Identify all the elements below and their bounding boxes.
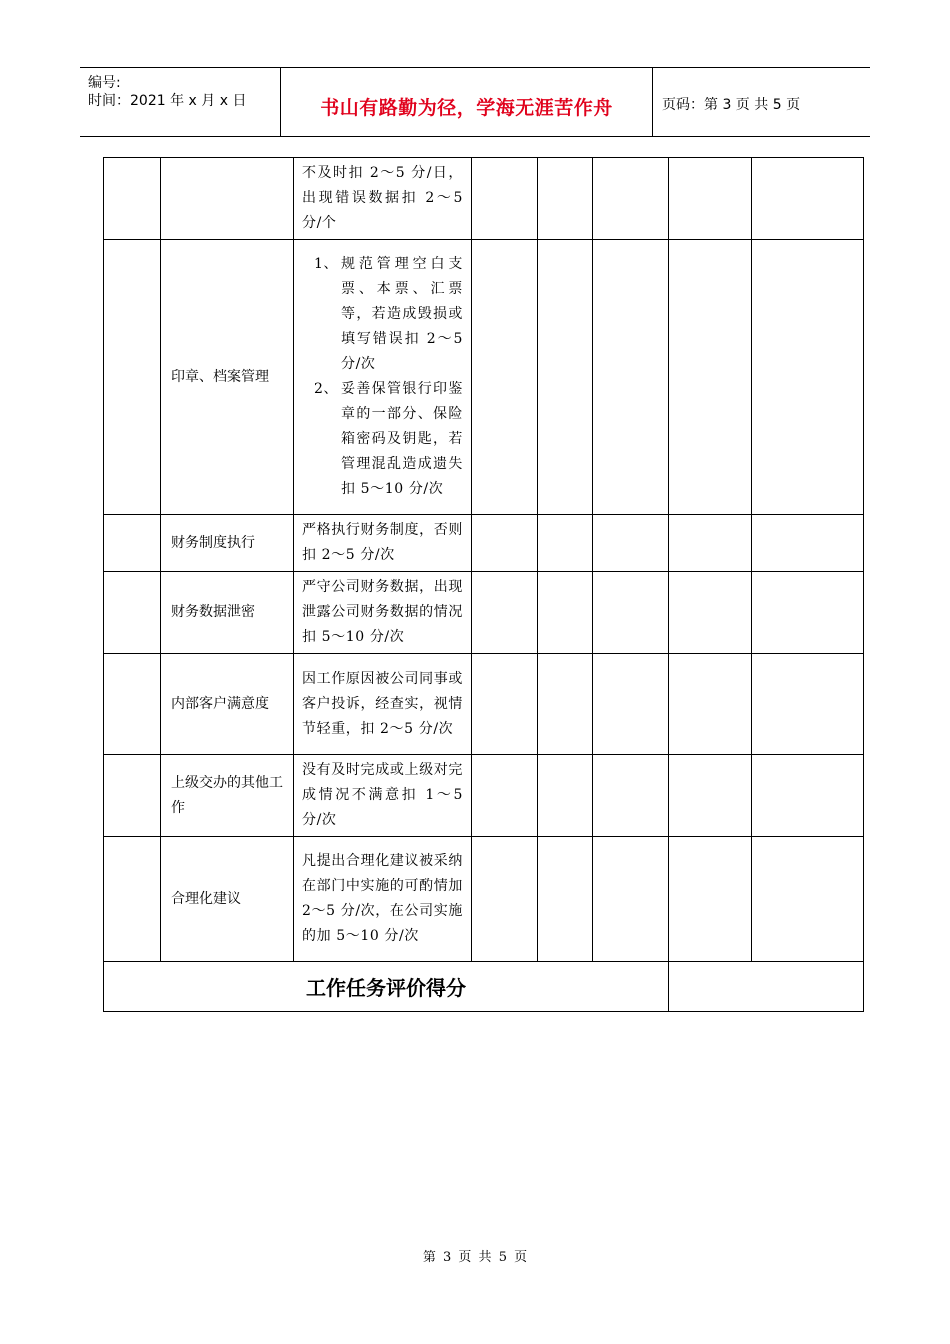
- score-cell[interactable]: [538, 515, 593, 572]
- table-row: [104, 654, 864, 755]
- score-cell[interactable]: [752, 654, 864, 755]
- serial-number-label: 编号:: [88, 75, 121, 91]
- index-cell: [104, 158, 161, 240]
- index-cell: [104, 837, 161, 962]
- list-number: 2、: [314, 381, 339, 397]
- table-row: [104, 572, 864, 654]
- score-cell[interactable]: [752, 572, 864, 654]
- total-score-cell[interactable]: [669, 962, 864, 1012]
- standard-cell: 凡提出合理化建议被采纳在部门中实施的可酌情加 2～5 分/次，在公司实施的加 5～10 分/次: [294, 837, 472, 962]
- score-cell[interactable]: [752, 837, 864, 962]
- standard-list-item: [302, 377, 463, 502]
- standard-cell: 不及时扣 2～5 分/日，出现错误数据扣 2～5 分/个: [294, 158, 472, 240]
- item-cell: [161, 158, 294, 240]
- score-cell[interactable]: [538, 572, 593, 654]
- index-cell: [104, 654, 161, 755]
- score-cell[interactable]: [593, 572, 669, 654]
- score-cell[interactable]: [669, 654, 752, 755]
- score-cell[interactable]: [472, 240, 538, 515]
- score-cell[interactable]: [669, 515, 752, 572]
- standard-cell: 没有及时完成或上级对完成情况不满意扣 1～5 分/次: [294, 755, 472, 837]
- score-cell[interactable]: [593, 654, 669, 755]
- page-footer: 第 3 页 共 5 页: [422, 1250, 528, 1265]
- score-cell[interactable]: [472, 837, 538, 962]
- total-row: [104, 962, 864, 1012]
- table-row: [104, 158, 864, 240]
- score-cell[interactable]: [669, 158, 752, 240]
- score-cell[interactable]: [472, 515, 538, 572]
- index-cell: [104, 755, 161, 837]
- evaluation-table: [103, 157, 864, 1012]
- standard-cell: 严守公司财务数据，出现泄露公司财务数据的情况扣 5～10 分/次: [294, 572, 472, 654]
- item-cell: 内部客户满意度: [161, 654, 294, 755]
- score-cell[interactable]: [472, 755, 538, 837]
- motto-text: 书山有路勤为径，学海无涯苦作舟: [320, 97, 613, 119]
- index-cell: [104, 240, 161, 515]
- header-page-cell: [653, 68, 870, 136]
- list-text: 规范管理空白支票、本票、汇票等，若造成毁损或填写错误扣 2～5 分/次: [341, 256, 463, 372]
- score-cell[interactable]: [669, 572, 752, 654]
- score-cell[interactable]: [752, 240, 864, 515]
- standard-list: [302, 252, 463, 502]
- score-cell[interactable]: [472, 654, 538, 755]
- header-motto-cell: [281, 68, 653, 136]
- item-cell: 财务制度执行: [161, 515, 294, 572]
- score-cell[interactable]: [752, 755, 864, 837]
- item-cell: 合理化建议: [161, 837, 294, 962]
- date-line: 时间：2021 年 x 月 x 日: [88, 93, 247, 109]
- score-cell[interactable]: [472, 158, 538, 240]
- standard-list-item: [302, 252, 463, 377]
- score-cell[interactable]: [593, 755, 669, 837]
- table-row: [104, 755, 864, 837]
- standard-cell: 因工作原因被公司同事或客户投诉，经查实，视情节轻重，扣 2～5 分/次: [294, 654, 472, 755]
- score-cell[interactable]: [593, 515, 669, 572]
- list-number: 1、: [314, 256, 339, 272]
- score-cell[interactable]: [538, 755, 593, 837]
- score-cell[interactable]: [669, 240, 752, 515]
- score-cell[interactable]: [752, 158, 864, 240]
- score-cell[interactable]: [472, 572, 538, 654]
- score-cell[interactable]: [669, 755, 752, 837]
- standard-cell: 严格执行财务制度，否则扣 2～5 分/次: [294, 515, 472, 572]
- score-cell[interactable]: [538, 240, 593, 515]
- score-cell[interactable]: [669, 837, 752, 962]
- table-row: [104, 515, 864, 572]
- score-cell[interactable]: [593, 158, 669, 240]
- header-info-cell: [80, 68, 281, 136]
- score-cell[interactable]: [593, 240, 669, 515]
- document-header: [80, 67, 870, 137]
- item-cell: 上级交办的其他工作: [161, 755, 294, 837]
- item-cell: 印章、档案管理: [161, 240, 294, 515]
- score-cell[interactable]: [752, 515, 864, 572]
- table-row: [104, 837, 864, 962]
- score-cell[interactable]: [593, 837, 669, 962]
- score-cell[interactable]: [538, 158, 593, 240]
- score-cell[interactable]: [538, 837, 593, 962]
- item-cell: 财务数据泄密: [161, 572, 294, 654]
- list-text: 妥善保管银行印鉴章的一部分、保险箱密码及钥匙，若管理混乱造成遗失扣 5～10 分/次: [341, 381, 463, 497]
- standard-cell: [294, 240, 472, 515]
- index-cell: [104, 572, 161, 654]
- table-row: [104, 240, 864, 515]
- header-page-info: 页码：第 3 页 共 5 页: [662, 97, 801, 113]
- score-cell[interactable]: [538, 654, 593, 755]
- index-cell: [104, 515, 161, 572]
- total-score-label: 工作任务评价得分: [104, 962, 669, 1012]
